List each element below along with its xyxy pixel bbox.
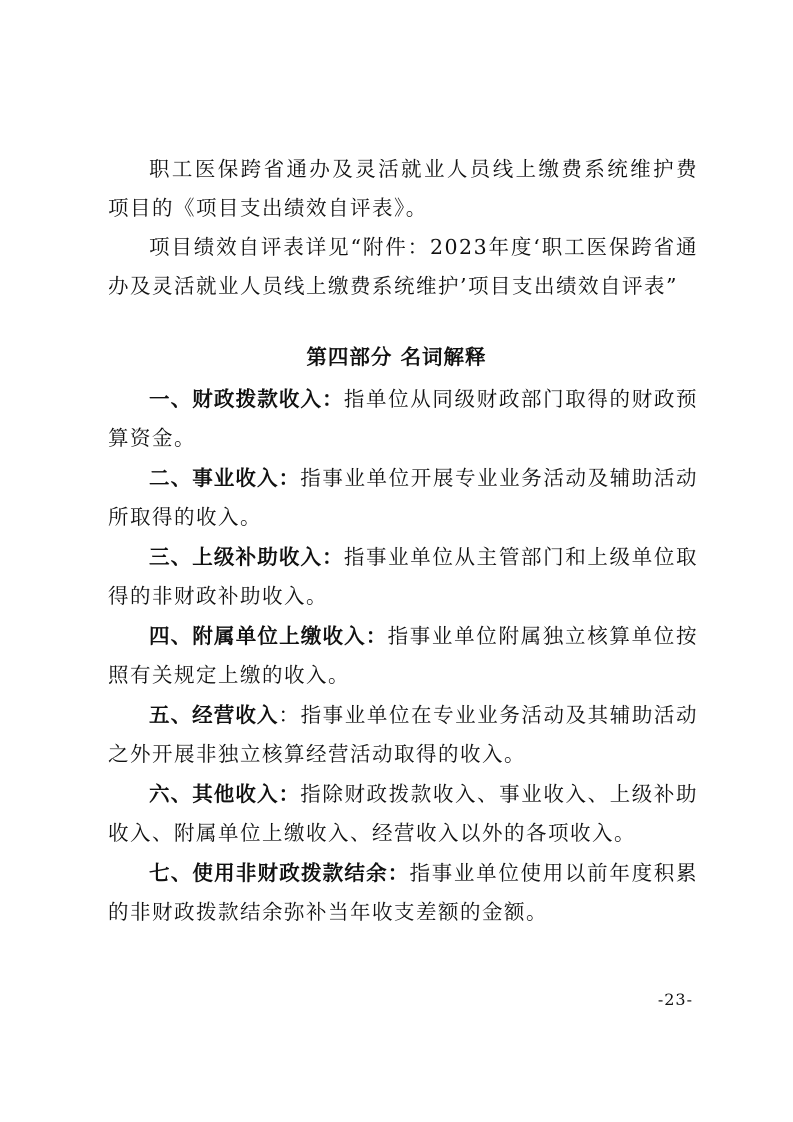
definition-item	[108, 696, 698, 774]
definition-item	[108, 538, 698, 616]
definition-text: ：指事业单位在专业业务活动及其辅助活动之外开展非独立核算经营活动取得的收入。	[108, 703, 698, 766]
definition-item	[108, 854, 698, 932]
intro-paragraph-2: 项目绩效自评表详见“附件：2023年度‘职工医保跨省通办及灵活就业人员线上缴费系统维护’项目支出绩效自评表”	[108, 235, 698, 298]
definition-term: 一、财政拨款收入：	[149, 387, 344, 411]
section-title: 第四部分 名词解释	[306, 345, 487, 369]
definition-text: 指事业单位附属独立核算单位按照有关规定上缴的收入。	[108, 624, 698, 687]
definition-item	[108, 775, 698, 853]
definition-text: 指事业单位开展专业业务活动及辅助活动所取得的收入。	[108, 466, 699, 529]
definition-text: 指事业单位从主管部门和上级单位取得的非财政补助收入。	[108, 545, 698, 608]
intro-paragraph-1: 职工医保跨省通办及灵活就业人员线上缴费系统维护费项目的《项目支出绩效自评表》。	[108, 157, 698, 220]
definition-text: 指事业单位使用以前年度积累的非财政拨款结余弥补当年收支差额的金额。	[108, 861, 698, 924]
definition-text: 指除财政拨款收入、事业收入、上级补助收入、附属单位上缴收入、经营收入以外的各项收入。	[108, 782, 699, 845]
definition-item	[108, 380, 698, 458]
definition-term: 二、事业收入：	[149, 466, 301, 490]
definition-term: 五、经营收入	[149, 703, 279, 727]
definition-item	[108, 459, 698, 537]
definition-term: 七、使用非财政拨款结余：	[149, 861, 410, 885]
definition-term: 三、上级补助收入：	[149, 545, 344, 569]
definition-term: 六、其他收入：	[149, 782, 301, 806]
page-number: -23-	[657, 990, 693, 1009]
definition-term: 四、附属单位上缴收入：	[149, 624, 388, 648]
definition-text: 指单位从同级财政部门取得的财政预算资金。	[108, 387, 698, 450]
definition-item	[108, 617, 698, 695]
